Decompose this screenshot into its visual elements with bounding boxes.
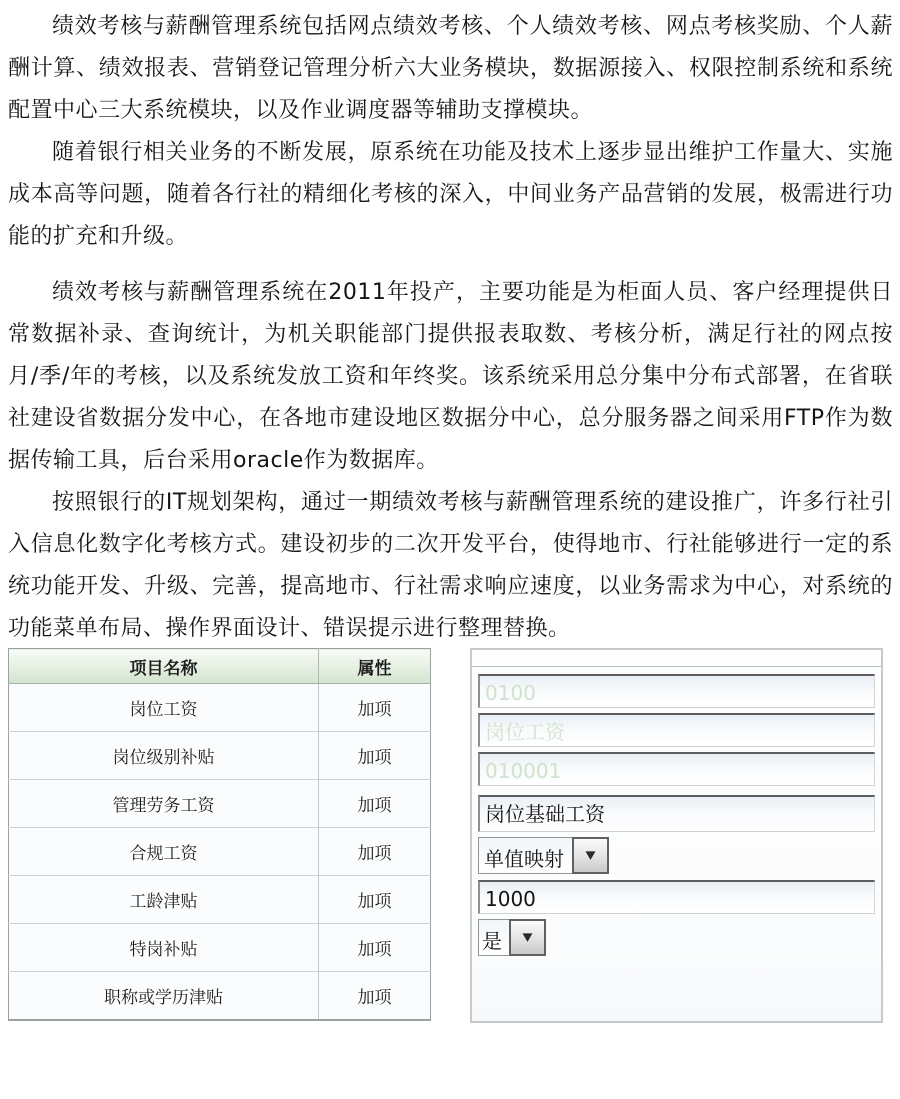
form-panel [470,648,883,1023]
chevron-down-icon: ▼ [522,931,533,944]
enabled-flag-select[interactable] [478,919,881,956]
chevron-down-icon: ▼ [585,849,596,862]
panel-header [472,650,881,667]
item-name-cell: 合规工资 [9,828,319,876]
item-attr-cell: 加项 [319,684,431,732]
table-row [9,780,431,828]
item-attr-cell: 加项 [319,732,431,780]
mapping-type-value: 单值映射 [478,837,572,874]
item-name-cell: 岗位工资 [9,684,319,732]
item-attr-cell: 加项 [319,924,431,972]
item-name-cell: 管理劳务工资 [9,780,319,828]
item-name-cell: 岗位级别补贴 [9,732,319,780]
enabled-flag-value: 是 [478,919,509,956]
item-attr-cell: 加项 [319,972,431,1020]
amount-input[interactable]: 1000 [478,880,875,914]
table-row [9,828,431,876]
item-name-cell: 职称或学历津贴 [9,972,319,1020]
code-input: 0100 [478,674,875,708]
dropdown-button[interactable] [509,919,546,956]
paragraph-4: 按照银行的IT规划架构，通过一期绩效考核与薪酬管理系统的建设推广，许多行社引入信息化数字化考核方式。建设初步的二次开发平台，使得地市、行社能够进行一定的系统功能开发、升级、完善，提高地市、行社需求响应速度，以业务需求为中心，对系统的功能菜单布局、操作界面设计、错误提示进行整理替换。 [8,490,893,641]
paragraph-2: 随着银行相关业务的不断发展，原系统在功能及技术上逐步显出维护工作量大、实施成本高等问题，随着各行社的精细化考核的深入，中间业务产品营销的发展，极需进行功能的扩充和升级。 [8,140,893,249]
name-input: 岗位工资 [478,713,875,747]
table-row [9,924,431,972]
paragraph-1: 绩效考核与薪酬管理系统包括网点绩效考核、个人绩效考核、网点考核奖励、个人薪酬计算、绩效报表、营销登记管理分析六大业务模块，数据源接入、权限控制系统和系统配置中心三大系统模块，以及作业调度器等辅助支撑模块。 [8,14,893,123]
item-name-cell: 工龄津贴 [9,876,319,924]
table-header-attr: 属性 [319,649,431,684]
table-row [9,732,431,780]
item-attr-cell: 加项 [319,780,431,828]
item-attr-cell: 加项 [319,876,431,924]
items-table [8,648,431,1021]
table-header-row [9,649,431,684]
table-row [9,972,431,1020]
item-name-cell: 特岗补贴 [9,924,319,972]
mapping-type-select[interactable] [478,837,881,874]
item-name-input[interactable]: 岗位基础工资 [478,795,875,832]
paragraph-3: 绩效考核与薪酬管理系统在2011年投产，主要功能是为柜面人员、客户经理提供日常数据补录、查询统计，为机关职能部门提供报表取数、考核分析，满足行社的网点按月/季/年的考核，以及系统发放工资和年终奖。该系统采用总分集中分布式部署，在省联社建设省数据分发中心，在各地市建设地区数据分中心，总分服务器之间采用FTP作为数据传输工具，后台采用oracle作为数据库。 [8,280,893,473]
dropdown-button[interactable] [572,837,609,874]
item-attr-cell: 加项 [319,828,431,876]
panel-body [472,667,881,956]
table-row [9,876,431,924]
table-header-name: 项目名称 [9,649,319,684]
item-code-input: 010001 [478,752,875,786]
table-row [9,684,431,732]
document-body [0,6,900,650]
